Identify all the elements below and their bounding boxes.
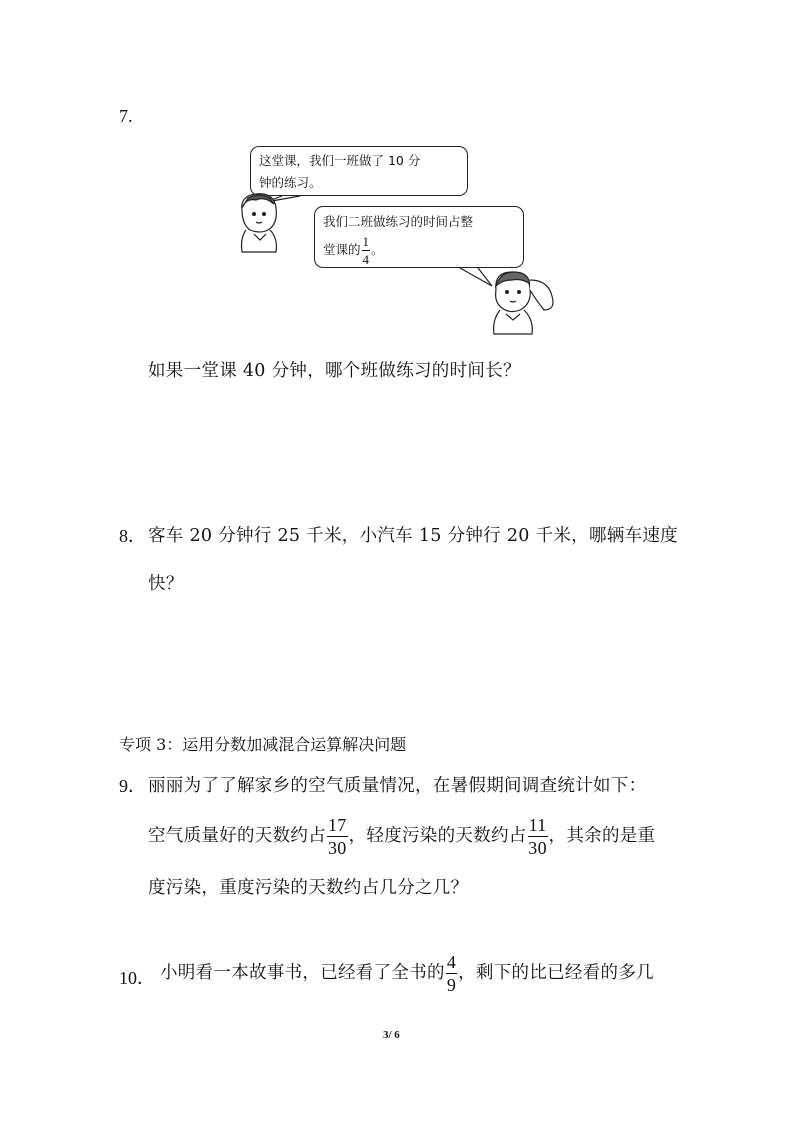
q9-line-2-part-b: ，轻度污染的天数约占 [348, 826, 527, 846]
question-9-line-3: 度污染，重度污染的天数约占几分之几？ [148, 878, 469, 898]
fraction-4-9 [446, 953, 457, 994]
girl-icon [494, 272, 553, 334]
q9-line-2-part-a: 空气质量好的天数约占 [148, 826, 326, 846]
q10-line-1-part-a: 小明看一本故事书，已经看了全书的 [160, 963, 445, 983]
q9-line-2-part-c: ，其余的是重 [548, 826, 656, 846]
page-number: 3/ 6 [383, 1029, 400, 1041]
bubble-two-line-1: 我们二班做练习的时间占整 [323, 214, 474, 229]
boy-icon [242, 194, 277, 252]
fraction-11-30 [528, 816, 548, 857]
fraction-denominator: 4 [362, 252, 370, 267]
question-10-line-1 [160, 951, 654, 995]
question-7-text: 如果一堂课 40 分钟，哪个班做练习的时间长？ [148, 361, 521, 381]
section-3-title: 专项 3：运用分数加减混合运算解决问题 [119, 735, 407, 754]
question-8-number: 8． [119, 526, 146, 546]
fraction-numerator: 4 [446, 952, 457, 972]
fraction-numerator: 1 [362, 234, 370, 249]
characters-drawing [230, 140, 570, 340]
question-8-line-1: 客车 20 分钟行 25 千米，小汽车 15 分钟行 20 千米，哪辆车速度 [148, 526, 678, 546]
question-9-number: 9． [119, 776, 146, 796]
question-8-line-2: 快？ [148, 574, 184, 594]
fraction-numerator: 11 [528, 815, 547, 835]
bubble-two-suffix: 。 [371, 242, 384, 257]
bubble-two-prefix: 堂课的 [323, 242, 361, 257]
bubble-two-tail [460, 268, 492, 286]
fraction-numerator: 17 [328, 815, 347, 835]
q10-line-1-part-b: ，剩下的比已经看的多几 [458, 963, 654, 983]
question-9-line-2 [148, 814, 655, 858]
fraction-denominator: 30 [328, 838, 347, 858]
question-7-number: 7. [119, 106, 133, 126]
fraction-17-30 [327, 816, 348, 857]
question-9-line-1: 丽丽为了了解家乡的空气质量情况，在暑假期间调查统计如下： [148, 776, 647, 796]
question-10-number: 10． [119, 968, 155, 988]
bubble-one-line-1: 这堂课，我们一班做了 10 分 [259, 153, 421, 168]
fraction-denominator: 30 [528, 838, 547, 858]
fraction-denominator: 9 [446, 975, 457, 995]
dialogue-illustration [230, 140, 570, 340]
bubble-one-line-2: 钟的练习。 [259, 175, 322, 190]
